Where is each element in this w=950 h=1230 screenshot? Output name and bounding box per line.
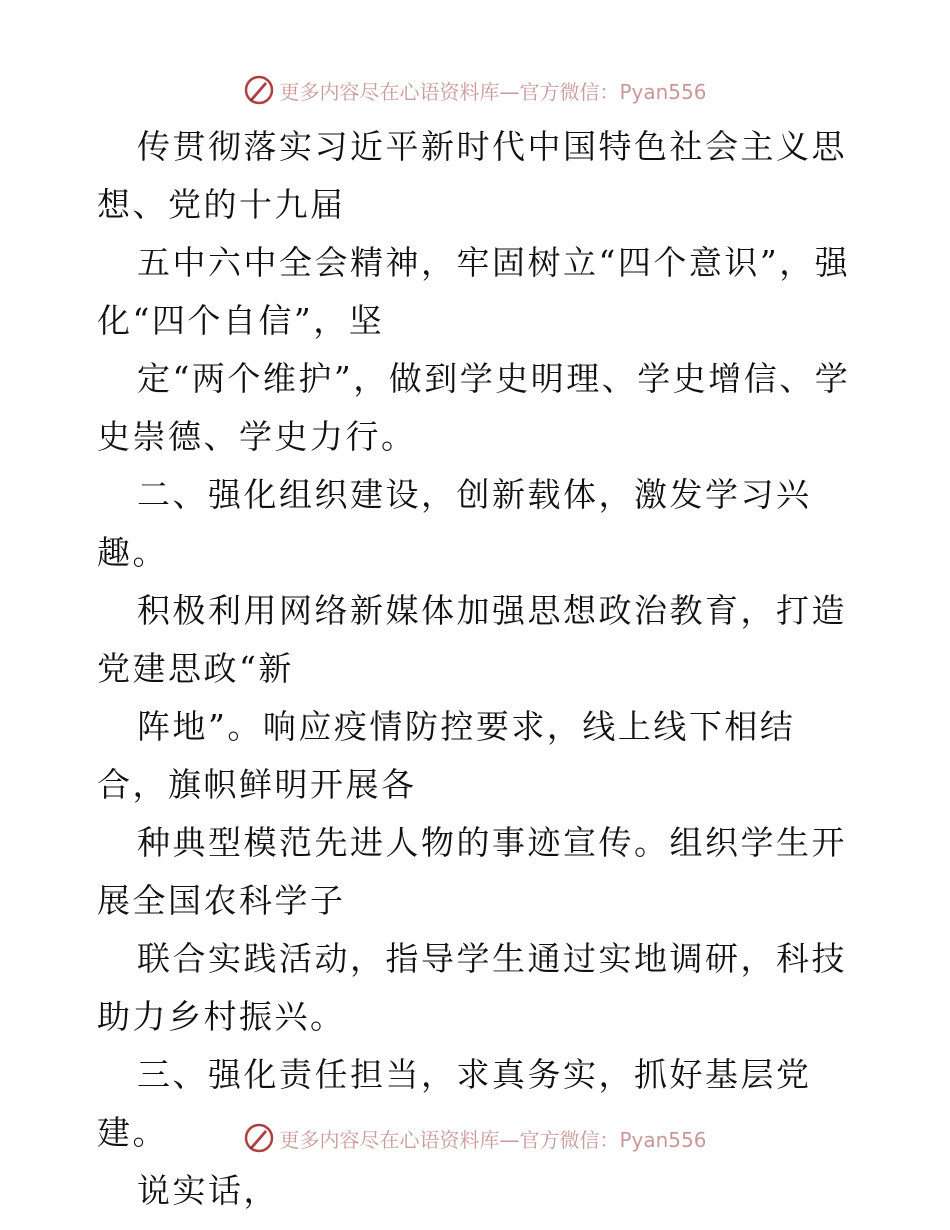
watermark	[243, 74, 706, 106]
paragraph: 联合实践活动，指导学生通过实地调研，科技助力乡村振兴。	[97, 939, 847, 1036]
section-heading: 三、强化责任担当，求真务实，抓好基层党建。	[97, 1055, 812, 1152]
page-footer-watermark	[0, 1118, 950, 1158]
paragraph: 传贯彻落实习近平新时代中国特色社会主义思想、党的十九届	[97, 127, 847, 224]
paragraph: 定“两个维护”，做到学史明理、学史增信、学史崇德、学史力行。	[97, 359, 851, 456]
quill-pen-logo-icon	[243, 74, 275, 106]
watermark-text: 更多内容尽在心语资料库—官方微信：Pyan556	[279, 1127, 707, 1152]
quill-pen-logo-icon	[243, 1122, 275, 1154]
page-header-watermark	[0, 70, 950, 110]
paragraph: 种典型模范先进人物的事迹宣传。组织学生开展全国农科学子	[97, 823, 847, 920]
paragraph: 积极利用网络新媒体加强思想政治教育，打造党建思政“新	[97, 591, 847, 688]
document-body	[97, 118, 857, 1220]
watermark-text: 更多内容尽在心语资料库—官方微信：Pyan556	[279, 79, 707, 104]
watermark	[243, 1122, 706, 1154]
paragraph: 五中六中全会精神，牢固树立“四个意识”，强化“四个自信”，坚	[97, 243, 851, 340]
section-heading: 二、强化组织建设，创新载体，激发学习兴趣。	[97, 475, 812, 572]
paragraph: 说实话，	[137, 1171, 279, 1210]
paragraph: 阵地”。响应疫情防控要求，线上线下相结合，旗帜鲜明开展各	[97, 707, 796, 804]
